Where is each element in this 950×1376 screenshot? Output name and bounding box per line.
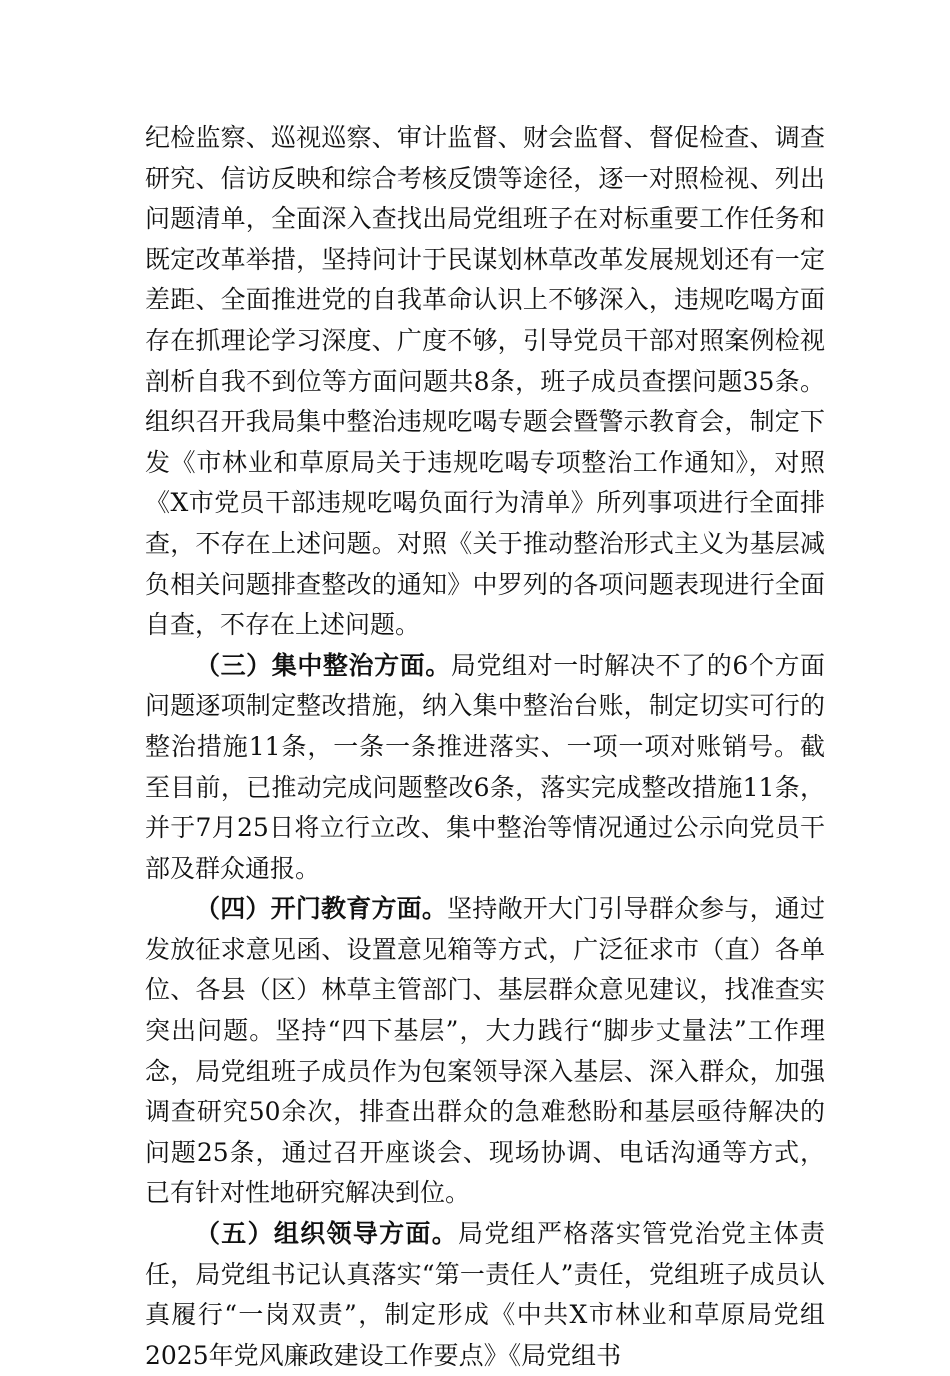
section-heading: （四）开门教育方面。 bbox=[195, 894, 448, 924]
paragraph-text: 坚持敞开大门引导群众参与，通过发放征求意见函、设置意见箱等方式，广泛征求市（直）各单位、各县（区）林草主管部门、基层群众意见建议，找准查实突出问题。坚持“四下基层”，大力践行“脚步丈量法”工作理念，局党组班子成员作为包案领导深入基层、深入群众，加强调查研究50余次，排查出群众的急难愁盼和基层亟待解决的问题25条，通过召开座谈会、现场协调、电话沟通等方式，已有针对性地研究解决到位。 bbox=[145, 894, 825, 1208]
paragraph-organization-leadership bbox=[145, 1214, 825, 1376]
paragraph-text: 纪检监察、巡视巡察、审计监督、财会监督、督促检查、调查研究、信访反映和综合考核反馈等途径，逐一对照检视、列出问题清单，全面深入查找出局党组班子在对标重要工作任务和既定改革举措，坚持问计于民谋划林草改革发展规划还有一定差距、全面推进党的自我革命认识上不够深入，违规吃喝方面存在抓理论学习深度、广度不够，引导党员干部对照案例检视剖析自我不到位等方面问题共8条，班子成员查摆问题35条。组织召开我局集中整治违规吃喝专题会暨警示教育会，制定下发《市林业和草原局关于违规吃喝专项整治工作通知》，对照《X市党员干部违规吃喝负面行为清单》所列事项进行全面排查，不存在上述问题。对照《关于推动整治形式主义为基层减负相关问题排查整改的通知》中罗列的各项问题表现进行全面自查，不存在上述问题。 bbox=[145, 123, 825, 640]
document-page bbox=[145, 118, 825, 1376]
paragraph-continuation bbox=[145, 118, 825, 646]
paragraph-open-education bbox=[145, 889, 825, 1214]
section-heading: （五）组织领导方面。 bbox=[195, 1219, 459, 1249]
paragraph-text: 局党组对一时解决不了的6个方面问题逐项制定整改措施，纳入集中整治台账，制定切实可行的整治措施11条，一条一条推进落实、一项一项对账销号。截至目前，已推动完成问题整改6条，落实完成整改措施11条，并于7月25日将立行立改、集中整治等情况通过公示向党员干部及群众通报。 bbox=[145, 650, 825, 883]
paragraph-text: 局党组严格落实管党治党主体责任，局党组书记认真落实“第一责任人”责任，党组班子成员认真履行“一岗双责”，制定形成《中共X市林业和草原局党组2025年党风廉政建设工作要点》《局党组书 bbox=[145, 1219, 825, 1370]
section-heading: （三）集中整治方面。 bbox=[195, 650, 451, 680]
paragraph-concentrated-rectification bbox=[145, 646, 825, 890]
